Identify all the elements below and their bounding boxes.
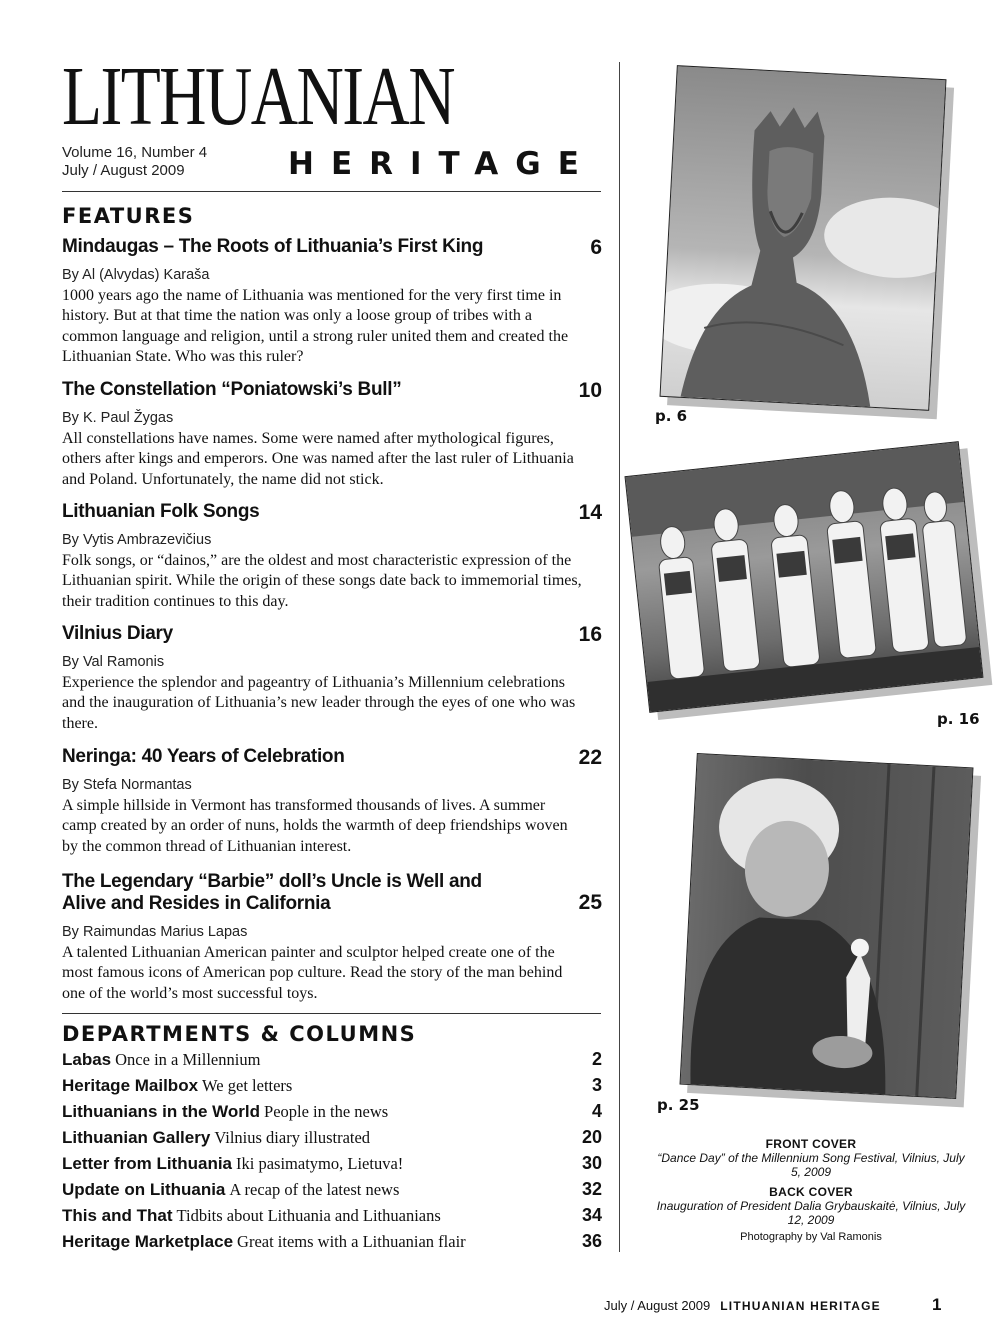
feature-item[interactable] (62, 379, 602, 490)
sculptor-illustration (681, 754, 973, 1098)
feature-title: The Constellation “Poniatowski’s Bull” (62, 379, 402, 400)
department-description: Vilnius diary illustrated (214, 1128, 371, 1147)
department-page-number: 36 (581, 1231, 602, 1251)
feature-author: By Al (Alvydas) Karaša (62, 267, 210, 283)
feature-author: By Vytis Ambrazevičius (62, 532, 212, 548)
feature-page-number: 25 (578, 891, 602, 914)
masthead-title: LITHUANIAN (62, 50, 454, 143)
department-item[interactable] (62, 1206, 602, 1230)
feature-author: By Stefa Normantas (62, 777, 192, 793)
department-description: People in the news (264, 1102, 389, 1121)
departments-heading: DEPARTMENTS & COLUMNS (62, 1022, 417, 1046)
department-description: Great items with a Lithuanian flair (237, 1232, 466, 1251)
features-heading: FEATURES (62, 204, 195, 228)
folk-singers-photo (624, 441, 983, 713)
department-page-number: 4 (591, 1101, 602, 1121)
feature-page-number: 10 (578, 379, 602, 402)
column-divider (619, 62, 620, 1252)
statue-photo (659, 65, 946, 411)
department-item[interactable] (62, 1050, 602, 1074)
department-item[interactable] (62, 1102, 602, 1126)
singers-photo-caption: p. 16 (937, 710, 980, 728)
department-name: Letter from Lithuania (62, 1154, 233, 1173)
department-page-number: 20 (581, 1127, 602, 1147)
department-page-number: 30 (581, 1153, 602, 1173)
footer-magazine-name: LITHUANIAN HERITAGE (720, 1299, 881, 1313)
volume-number: Volume 16, Number 4 (62, 144, 208, 161)
department-item[interactable] (62, 1180, 602, 1204)
features-rule (62, 1013, 601, 1014)
feature-blurb: Folk songs, or “dainos,” are the oldest and most characteristic expression of the Lithuanian spirit. While the origin of these songs date back to immemorial times, their tradition continues to this day. (62, 552, 582, 610)
feature-blurb: A talented Lithuanian American painter and sculptor helped create one of the most famous icons of American pop culture. Read the story of the man behind one of the world’s most successful toys. (62, 944, 563, 1002)
page-number: 1 (932, 1295, 942, 1314)
department-page-number: 34 (581, 1205, 602, 1225)
back-cover-description: Inauguration of President Dalia Grybauskaitė, Vilnius, July 12, 2009 (656, 1199, 966, 1227)
feature-blurb: 1000 years ago the name of Lithuania was mentioned for the very first time in history. But at that time the nation was only a loose group of tribes with a common language and religion, until a strong ruler united them and created the Lithuanian State. Who was this ruler? (62, 287, 569, 365)
statue-illustration (661, 66, 946, 410)
feature-item[interactable] (62, 746, 602, 857)
sculptor-photo (680, 753, 974, 1099)
feature-author: By Val Ramonis (62, 654, 165, 670)
feature-item[interactable] (62, 623, 602, 734)
department-name: Lithuanians in the World (62, 1102, 261, 1121)
feature-page-number: 16 (578, 623, 602, 646)
footer-date: July / August 2009 (604, 1298, 711, 1313)
department-name: Update on Lithuania (62, 1180, 226, 1199)
department-page-number: 3 (591, 1075, 602, 1095)
feature-page-number: 22 (578, 746, 602, 769)
feature-title: Mindaugas – The Roots of Lithuania’s First King (62, 236, 484, 257)
department-page-number: 32 (581, 1179, 602, 1199)
feature-item[interactable] (62, 236, 602, 367)
department-item[interactable] (62, 1154, 602, 1178)
masthead-subtitle: HERITAGE (288, 146, 596, 182)
feature-page-number: 14 (578, 501, 602, 524)
department-page-number: 2 (591, 1049, 602, 1069)
issue-date: July / August 2009 (62, 162, 185, 179)
department-name: Labas (62, 1050, 112, 1069)
statue-photo-caption: p. 6 (655, 407, 688, 425)
feature-blurb: All constellations have names. Some were named after mythological figures, others after kings and emperors. One was named after the last ruler of Lithuania and Poland. Unfortunately, the name did not stick. (62, 430, 574, 488)
feature-item[interactable] (62, 871, 602, 1004)
singers-illustration (626, 442, 983, 712)
issue-info (62, 144, 207, 180)
masthead-rule (62, 191, 601, 192)
feature-item[interactable] (62, 501, 602, 612)
feature-title: Vilnius Diary (62, 623, 173, 644)
department-item[interactable] (62, 1128, 602, 1152)
feature-title: Lithuanian Folk Songs (62, 501, 260, 522)
sculptor-photo-caption: p. 25 (657, 1096, 700, 1114)
department-description: A recap of the latest news (229, 1180, 400, 1199)
feature-blurb: Experience the splendor and pageantry of Lithuania’s Millennium celebrations and the inauguration of Lithuania’s new leader through the eyes of one who was there. (62, 674, 576, 732)
feature-title: Neringa: 40 Years of Celebration (62, 746, 345, 767)
feature-author: By K. Paul Žygas (62, 410, 174, 426)
department-name: Lithuanian Gallery (62, 1128, 211, 1147)
back-cover-heading: BACK COVER (769, 1185, 853, 1199)
feature-title: The Legendary “Barbie” doll’s Uncle is Well and Alive and Resides in California (62, 871, 482, 914)
front-cover-heading: FRONT COVER (765, 1137, 857, 1151)
page-footer (604, 1295, 942, 1314)
department-item[interactable] (62, 1232, 602, 1256)
department-description: Iki pasimatymo, Lietuva! (236, 1154, 404, 1173)
feature-page-number: 6 (590, 236, 602, 259)
feature-blurb: A simple hillside in Vermont has transformed thousands of lives. A summer camp created by an order of nuns, holds the warmth of deep friendships woven by the common thread of Lithuanian interest. (62, 797, 568, 855)
department-item[interactable] (62, 1076, 602, 1100)
department-description: Tidbits about Lithuania and Lithuanians (176, 1206, 441, 1225)
photo-credit: Photography by Val Ramonis (740, 1231, 882, 1243)
feature-author: By Raimundas Marius Lapas (62, 924, 248, 940)
department-description: We get letters (202, 1076, 293, 1095)
department-name: This and That (62, 1206, 173, 1225)
department-name: Heritage Marketplace (62, 1232, 234, 1251)
department-description: Once in a Millennium (115, 1050, 261, 1069)
department-name: Heritage Mailbox (62, 1076, 199, 1095)
front-cover-description: “Dance Day” of the Millennium Song Festival, Vilnius, July 5, 2009 (657, 1151, 965, 1179)
cover-notes (655, 1137, 967, 1243)
